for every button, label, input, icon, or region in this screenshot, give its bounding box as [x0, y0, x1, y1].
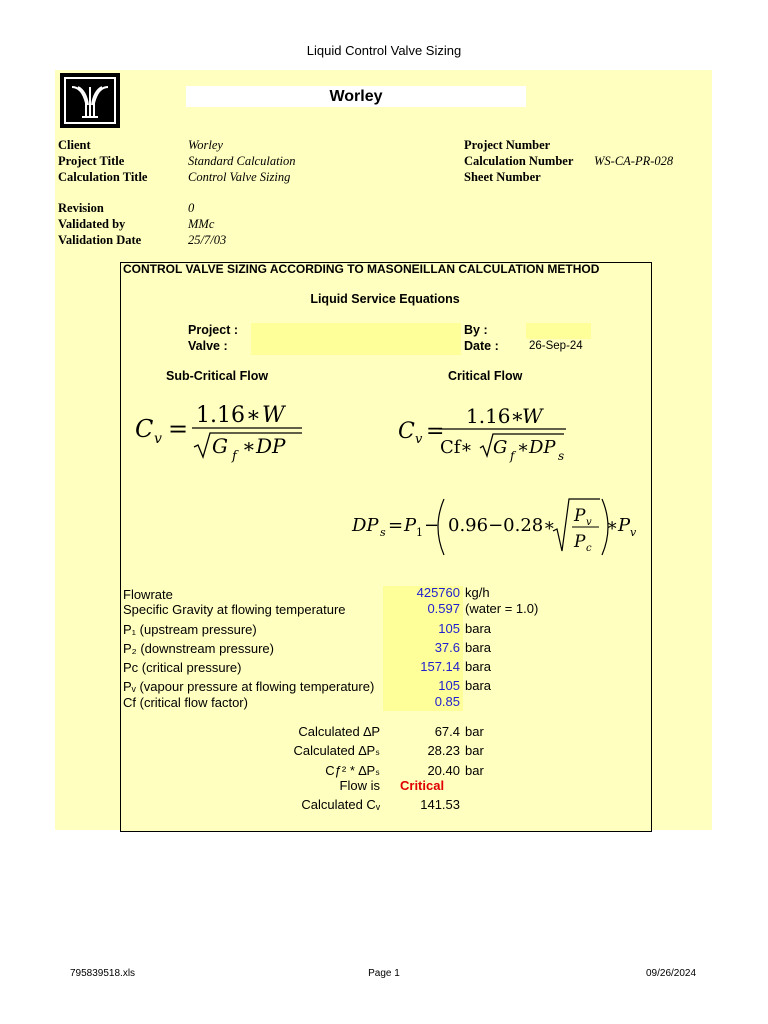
p2-label: P₂ (downstream pressure): [123, 641, 274, 656]
project-number-label: Project Number: [464, 138, 551, 152]
calculation-title-value: Control Valve Sizing: [188, 170, 291, 184]
svg-text:∗: ∗: [242, 434, 256, 458]
svg-text:=: =: [168, 415, 189, 443]
flowrate-unit: kg/h: [465, 585, 490, 600]
pv-label: Pᵥ (vapour pressure at flowing temperature): [123, 679, 375, 694]
header-right-values: [594, 137, 673, 185]
pc-input[interactable]: 157.14: [420, 659, 460, 674]
svg-text:C: C: [135, 415, 154, 443]
svg-text:1.16: 1.16: [196, 403, 245, 428]
revision-value: 0: [188, 201, 195, 215]
svg-text:DP: DP: [256, 434, 286, 458]
flowrate-input[interactable]: 425760: [416, 585, 460, 600]
svg-text:G: G: [212, 434, 228, 458]
svg-text:Cf∗: Cf∗: [440, 437, 473, 458]
header-left-labels: [58, 137, 147, 248]
calculated-dp-unit: bar: [465, 724, 484, 739]
subcritical-heading: Sub-Critical Flow: [166, 369, 269, 383]
p1-label: P₁ (upstream pressure): [123, 622, 257, 637]
header-left-values: [188, 137, 296, 248]
svg-text:f: f: [510, 449, 515, 463]
svg-text:P: P: [574, 506, 586, 526]
svg-text:P: P: [404, 515, 417, 536]
specific-gravity-unit: (water = 1.0): [465, 601, 539, 616]
footer-date: 09/26/2024: [646, 968, 697, 979]
svg-text:∗: ∗: [606, 515, 619, 536]
pc-label: Pᴄ (critical pressure): [123, 660, 242, 675]
company-name: Worley: [186, 86, 526, 107]
calculated-cv-label: Calculated Cᵥ: [301, 797, 380, 812]
project-valve-input[interactable]: [251, 323, 461, 355]
svg-text:P: P: [574, 532, 586, 552]
dps-formula: [348, 495, 648, 559]
by-input[interactable]: [526, 323, 591, 339]
footer-filename: 795839518.xls: [70, 968, 136, 979]
svg-text:s: s: [558, 449, 565, 463]
p1-unit: bara: [465, 621, 492, 636]
flow-is-label: Flow is: [339, 778, 380, 793]
header-right-labels: [464, 137, 573, 185]
calculation-title-label: Calculation Title: [58, 170, 148, 184]
date-label: Date :: [464, 339, 499, 353]
svg-text:DP: DP: [529, 437, 556, 458]
sheet-number-label: Sheet Number: [464, 170, 541, 184]
cf2-dps-value: 20.40: [427, 763, 460, 778]
svg-text:−: −: [424, 515, 440, 536]
calculated-dps-value: 28.23: [427, 743, 460, 758]
cf-label: Cf (critical flow factor): [123, 695, 248, 710]
svg-text:c: c: [586, 543, 592, 554]
flow-regime-value: Critical: [400, 778, 445, 793]
validation-date-label: Validation Date: [58, 233, 142, 247]
svg-text:f: f: [232, 449, 237, 464]
calculated-dp-label: Calculated ∆P: [298, 724, 380, 739]
project-title-label: Project Title: [58, 154, 125, 168]
calculated-dps-label: Calculated ∆Pₛ: [293, 743, 380, 758]
section-subtitle: Liquid Service Equations: [310, 292, 460, 306]
p2-unit: bara: [465, 640, 492, 655]
svg-text:0.96−0.28∗: 0.96−0.28∗: [448, 515, 556, 536]
pv-input[interactable]: 105: [438, 678, 460, 693]
p2-input[interactable]: 37.6: [434, 640, 460, 655]
svg-text:=: =: [388, 515, 404, 536]
p1-input[interactable]: 105: [438, 621, 460, 636]
pv-unit: bara: [465, 678, 492, 693]
svg-text:s: s: [380, 526, 386, 539]
svg-text:=: =: [426, 419, 445, 444]
svg-text:∗: ∗: [517, 437, 530, 458]
calculated-dp-value: 67.4: [434, 724, 460, 739]
critical-heading: Critical Flow: [448, 369, 523, 383]
svg-text:G: G: [493, 437, 508, 458]
svg-text:1: 1: [416, 526, 423, 539]
svg-text:C: C: [398, 419, 415, 444]
client-label: Client: [58, 138, 91, 152]
flowrate-label: Flowrate: [123, 587, 173, 602]
date-value: 26-Sep-24: [529, 340, 583, 352]
pc-unit: bara: [465, 659, 492, 674]
cf-input[interactable]: 0.85: [434, 694, 460, 709]
svg-text:∗: ∗: [246, 403, 261, 428]
calculation-number-label: Calculation Number: [464, 154, 574, 168]
project-number-value: [594, 137, 673, 153]
page-title: Liquid Control Valve Sizing: [306, 43, 462, 58]
by-label: By :: [464, 323, 488, 337]
svg-text:v: v: [154, 431, 162, 447]
project-title-value: Standard Calculation: [188, 154, 296, 168]
svg-text:P: P: [618, 515, 631, 536]
section-title: CONTROL VALVE SIZING ACCORDING TO MASONEILLAN CALCULATION METHOD: [123, 262, 600, 276]
svg-text:W: W: [262, 403, 285, 428]
svg-text:DP: DP: [352, 515, 379, 536]
specific-gravity-label: Specific Gravity at flowing temperature: [123, 602, 346, 617]
validation-date-value: 25/7/03: [188, 233, 227, 247]
specific-gravity-input[interactable]: 0.597: [427, 601, 460, 616]
client-value: Worley: [188, 138, 223, 152]
valve-label: Valve :: [188, 339, 228, 353]
calculation-number-value: WS-CA-PR-028: [594, 154, 674, 168]
validated-by-label: Validated by: [58, 217, 126, 231]
subcritical-formula: [130, 395, 320, 470]
calculated-dps-unit: bar: [465, 743, 484, 758]
svg-text:v: v: [586, 517, 592, 528]
svg-text:v: v: [630, 526, 637, 539]
project-label: Project :: [188, 323, 239, 337]
revision-label: Revision: [58, 201, 104, 215]
worley-logo: [60, 73, 120, 128]
critical-formula: [394, 398, 584, 470]
cf2-dps-unit: bar: [465, 763, 484, 778]
cf2-dps-label: Cƒ² * ∆Pₛ: [325, 763, 380, 778]
sheet-number-value: [594, 169, 673, 185]
svg-text:1.16∗: 1.16∗: [466, 404, 525, 428]
svg-text:v: v: [415, 432, 423, 447]
calculated-cv-value: 141.53: [420, 797, 460, 812]
footer-page-number: Page 1: [368, 968, 400, 979]
validated-by-value: MMc: [188, 217, 215, 231]
svg-text:W: W: [522, 404, 543, 428]
